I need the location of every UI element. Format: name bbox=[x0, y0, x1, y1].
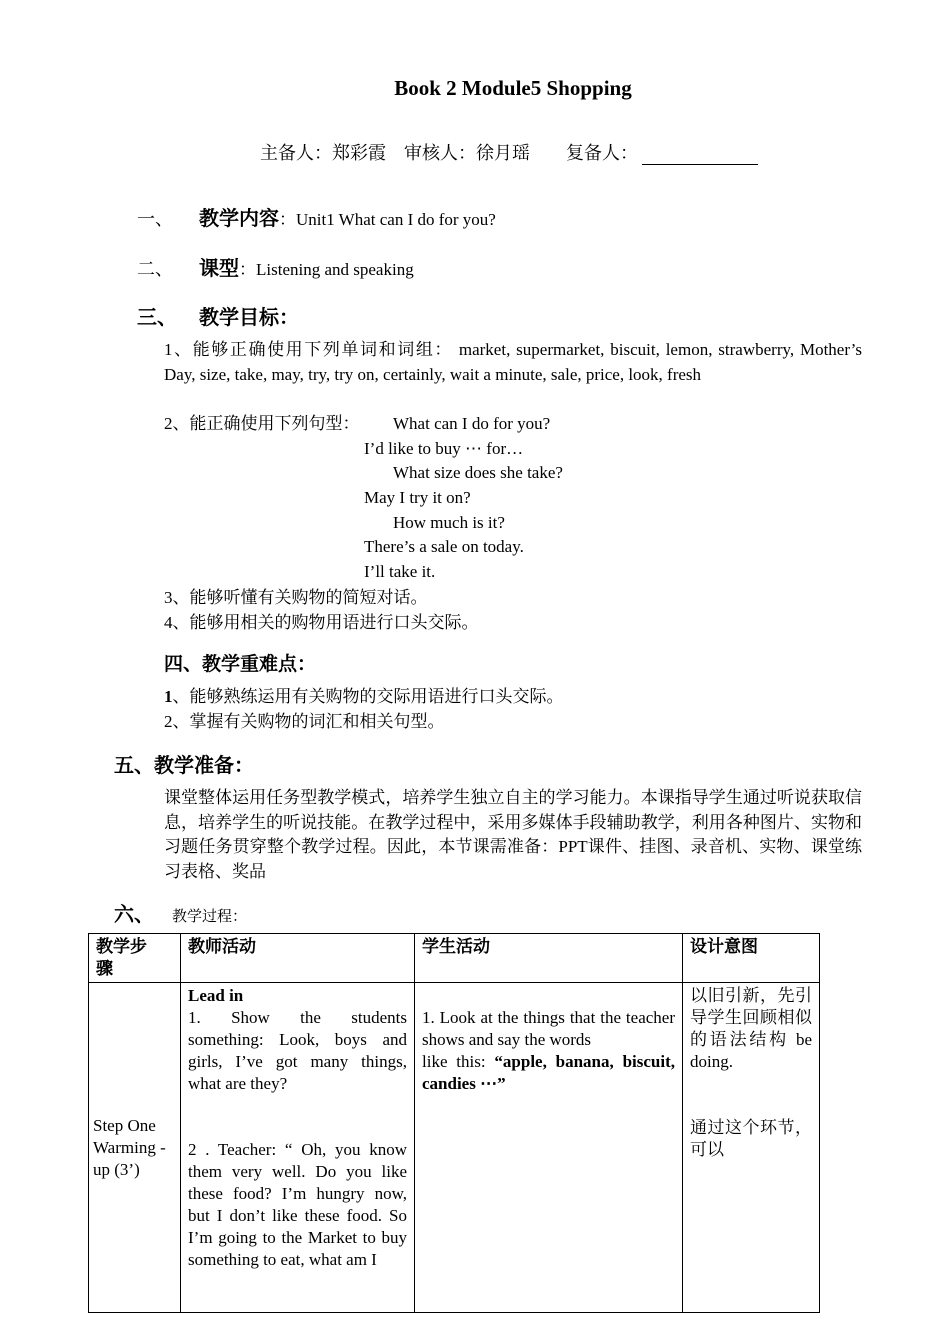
section-1-colon: ： bbox=[279, 210, 296, 229]
sentence-3: What size does she take? bbox=[393, 463, 563, 482]
student-words: “apple, banana, biscuit, candies ⋯” bbox=[422, 1052, 675, 1093]
header-teacher: 教师活动 bbox=[181, 934, 415, 983]
lesson-table bbox=[88, 933, 820, 1313]
section-1-value: Unit1 What can I do for you? bbox=[296, 210, 496, 229]
step-text: Step One Warming -up (3’) bbox=[93, 1115, 166, 1179]
intent-text-1: 以旧引新，先引导学生回顾相似的语法结构 be doing. bbox=[690, 986, 812, 1071]
section-2-colon: ： bbox=[239, 260, 256, 279]
student-cell bbox=[415, 983, 683, 1313]
section-2 bbox=[137, 252, 414, 281]
preparers-line bbox=[260, 139, 758, 165]
objective-3: 3、能够听懂有关购物的简短对话。 bbox=[164, 588, 428, 607]
section-3-title: 教学目标 bbox=[199, 307, 279, 329]
student-like: like this: bbox=[422, 1052, 495, 1071]
key-point-1 bbox=[164, 685, 564, 710]
teacher-heading: Lead in bbox=[188, 986, 244, 1005]
student-step-1: 1. Look at the things that the teacher shows and say the words bbox=[422, 1008, 675, 1049]
preparation-text: 课堂整体运用任务型教学模式，培养学生独立自主的学习能力。本课指导学生通过听说获取信息，培养学生的听说技能。在教学过程中，采用多媒体手段辅助教学，利用各种图片、实物和习题任务贯穿整个教学过程。因此，本节课需准备：PPT课件、挂图、录音机、实物、课堂练习表格、奖品 bbox=[164, 788, 862, 881]
sentence-6: There’s a sale on today. bbox=[364, 537, 524, 556]
table-row bbox=[89, 983, 820, 1313]
section-6-value: 教学过程： bbox=[172, 909, 248, 925]
intent-spacer bbox=[690, 1073, 812, 1117]
section-1 bbox=[137, 202, 496, 231]
intent-text-2: 通过这个环节，可以 bbox=[690, 1118, 812, 1159]
sentence-4: May I try it on? bbox=[364, 488, 471, 507]
sentence-2: I’d like to buy ⋯ for… bbox=[364, 439, 524, 458]
reviewer-blank bbox=[642, 146, 758, 165]
intent-cell bbox=[683, 983, 820, 1313]
section-3 bbox=[137, 301, 299, 330]
page-title: Book 2 Module5 Shopping bbox=[394, 76, 632, 100]
header-step bbox=[89, 934, 181, 983]
preparers-text: 主备人：郑彩霞 审核人：徐月瑶 复备人： bbox=[260, 143, 638, 163]
student-example bbox=[422, 1051, 675, 1095]
section-1-num: 一、 bbox=[137, 209, 173, 229]
sentence-5: How much is it? bbox=[393, 513, 505, 532]
teacher-cell bbox=[181, 983, 415, 1313]
section-3-num: 三、 bbox=[137, 307, 177, 329]
header-student: 学生活动 bbox=[415, 934, 683, 983]
key-point-1-text: 、能够熟练运用有关购物的交际用语进行口头交际。 bbox=[172, 687, 564, 706]
section-2-title: 课型 bbox=[199, 258, 239, 280]
section-2-num: 二、 bbox=[137, 259, 173, 279]
table-header-row bbox=[89, 934, 820, 983]
objective-1: 1、能够正确使用下列单词和词组： market, supermarket, biscuit, lemon, strawberry, Mother’s Day, size, take, may, try, try on, certainly, wait a minute, sale, price, look, fresh bbox=[164, 340, 862, 384]
section-6-num: 六、 bbox=[114, 904, 154, 926]
teacher-step-1: 1. Show the students something: Look, boys and girls, I’ve got many things, what are they? bbox=[188, 1008, 407, 1093]
key-point-1-num: 1 bbox=[164, 687, 173, 706]
objective-2-label: 2、能正确使用下列句型： bbox=[164, 414, 360, 433]
section-4-title: 四、教学重难点： bbox=[164, 654, 317, 675]
section-5-title: 五、教学准备： bbox=[114, 755, 254, 777]
teacher-step-2: 2 . Teacher: “ Oh, you know them very well. Do you like these food? I’m hungry now, but I don’t like these food. So I’m going to the Market to buy something to eat, what am I bbox=[188, 1140, 407, 1269]
section-1-title: 教学内容 bbox=[199, 208, 279, 230]
section-3-colon: ： bbox=[279, 307, 299, 329]
sentence-1: What can I do for you? bbox=[393, 414, 551, 433]
section-6 bbox=[114, 898, 247, 927]
step-cell bbox=[89, 983, 181, 1313]
objective-4: 4、能够用相关的购物用语进行口头交际。 bbox=[164, 613, 479, 632]
header-intent: 设计意图 bbox=[683, 934, 820, 983]
sentence-7: I’ll take it. bbox=[364, 562, 436, 581]
key-point-2: 2、掌握有关购物的词汇和相关句型。 bbox=[164, 712, 445, 731]
student-spacer bbox=[422, 985, 675, 1007]
teacher-spacer bbox=[188, 1095, 407, 1139]
section-2-value: Listening and speaking bbox=[256, 260, 414, 279]
header-step-label: 教学步骤 bbox=[96, 937, 147, 978]
